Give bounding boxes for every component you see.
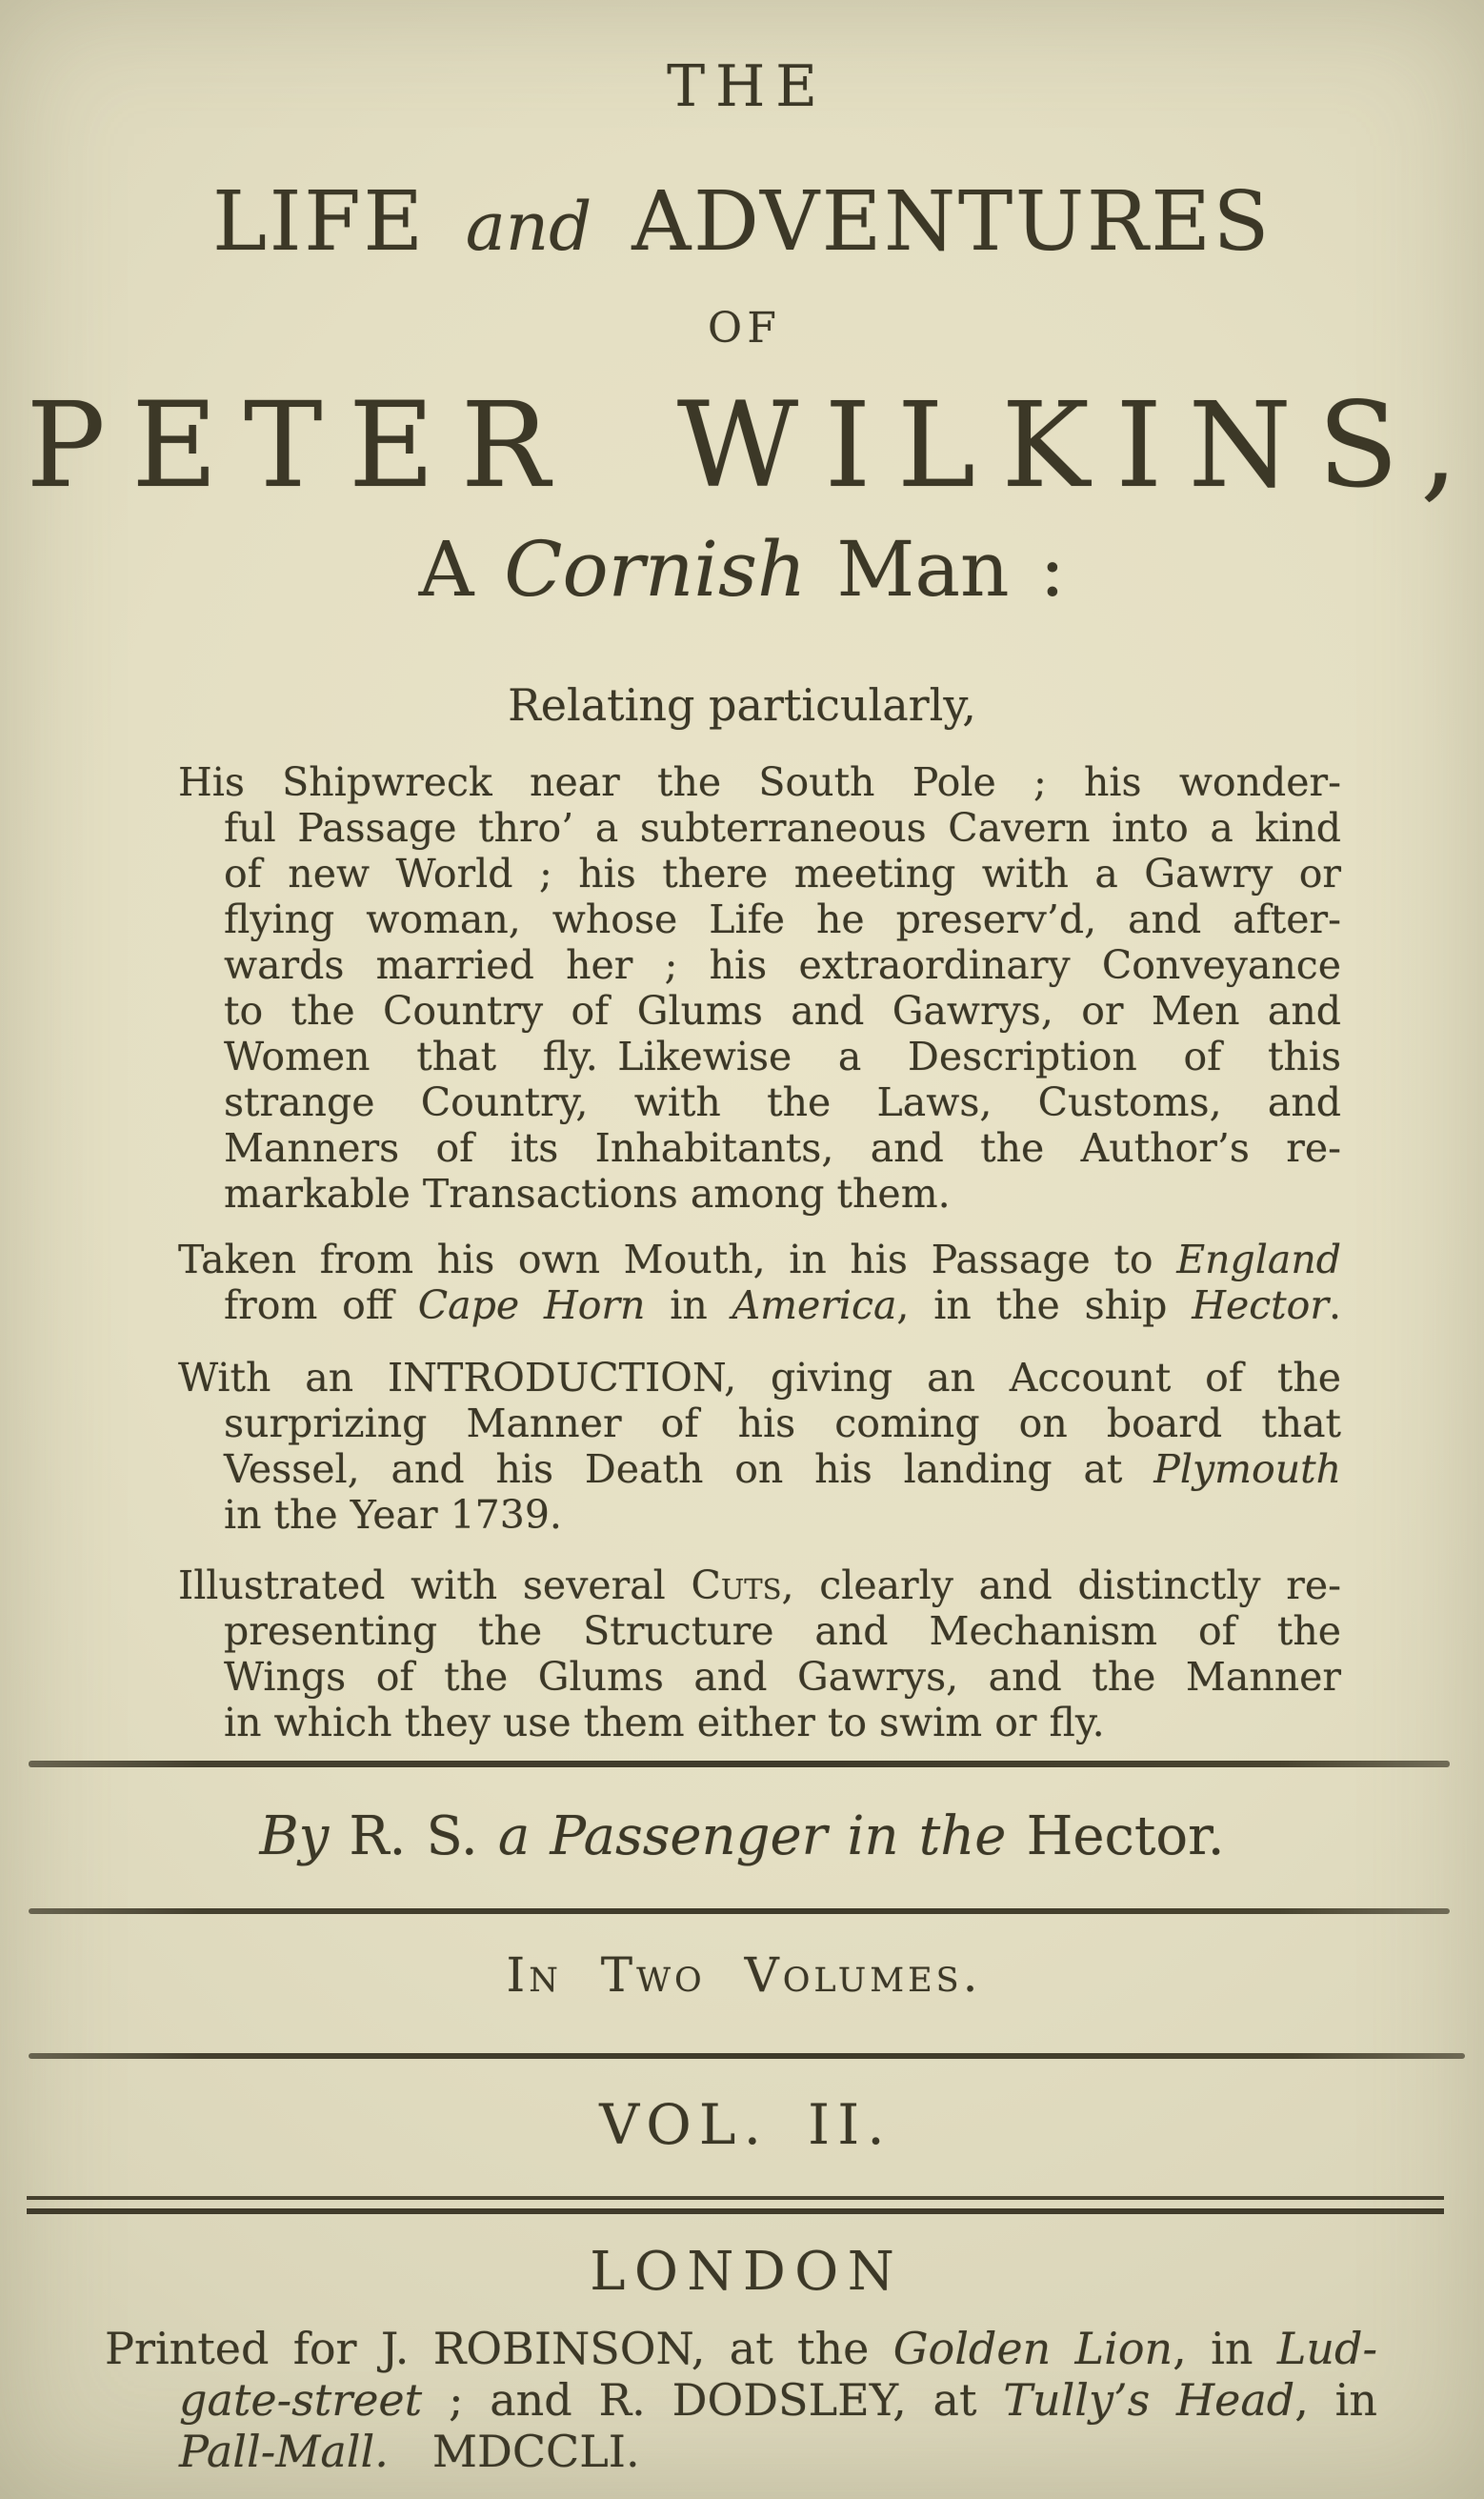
volume-number: VOL. II.	[599, 2092, 892, 2157]
text-segment: England	[1176, 1237, 1341, 1282]
text-segment: presenting the Structure and Mechanism of the	[224, 1608, 1341, 1654]
horizontal-rule-above-volume	[29, 2053, 1465, 2059]
text-segment: strange Country, with the Laws, Customs, and	[224, 1079, 1341, 1125]
text-line	[105, 2323, 1377, 2374]
text-segment: R. S.	[329, 1805, 498, 1867]
text-segment: Golden Lion	[892, 2323, 1173, 2374]
text-segment: Cornish	[504, 525, 807, 614]
text-segment: in	[645, 1282, 732, 1328]
title-peter-wilkins: PETER WILKINS,	[26, 377, 1484, 514]
text-segment: flying woman, whose Life he preserv’d, and after-	[224, 897, 1341, 942]
text-segment: Hector	[1192, 1282, 1329, 1328]
text-segment: , in	[1173, 2323, 1277, 2374]
text-line	[224, 1446, 1341, 1492]
text-segment: ADVENTURES	[592, 174, 1273, 270]
text-segment: of new World ; his there meeting with a Gawry or	[224, 851, 1341, 897]
text-line	[178, 1562, 1341, 1608]
text-segment: Plymouth	[1153, 1446, 1341, 1492]
text-line	[179, 2426, 1377, 2477]
text-segment: , in the ship	[896, 1282, 1193, 1328]
text-segment: Lud-	[1276, 2323, 1377, 2374]
text-line	[178, 759, 1341, 805]
text-segment: , in	[1294, 2374, 1377, 2426]
text-segment: in the Year 1739.	[224, 1492, 562, 1538]
subtitle-cornish-man	[0, 525, 1484, 614]
text-segment: LIFE	[211, 174, 466, 270]
horizontal-rule-below-byline	[29, 1908, 1450, 1914]
text-line	[224, 805, 1341, 851]
text-segment: ful Passage thro’ a subterraneous Cavern into a kind	[224, 805, 1341, 851]
title-word-of: OF	[708, 304, 782, 353]
text-segment: a Passenger in the	[497, 1805, 1007, 1867]
relating-heading: Relating particularly,	[508, 679, 976, 731]
text-segment: surprizing Manner of his coming on board that	[224, 1401, 1341, 1446]
text-segment: wards married her ; his extraordinary Conveyance	[224, 942, 1341, 988]
illustrated-cuts-paragraph	[178, 1562, 1341, 1745]
text-line	[224, 897, 1341, 942]
text-segment: Illustrated with several	[178, 1562, 692, 1608]
text-line	[224, 1079, 1341, 1125]
half-title-the: THE	[667, 53, 828, 120]
text-segment: With an INTRODUCTION, giving an Account of the	[178, 1355, 1341, 1401]
text-line	[224, 1700, 1341, 1745]
in-two-volumes-line: In Two Volumes.	[506, 1947, 982, 2003]
text-segment: markable Transactions among them.	[224, 1171, 951, 1217]
text-segment: By	[259, 1805, 330, 1867]
text-segment: Man :	[806, 525, 1066, 614]
text-line	[224, 988, 1341, 1034]
summary-paragraph	[178, 759, 1341, 1217]
text-segment: Women that fly. Likewise a Description of this	[224, 1034, 1341, 1079]
text-segment: , clearly and distinctly re-	[781, 1562, 1341, 1608]
imprint-city-london: LONDON	[590, 2241, 904, 2303]
text-segment: from off	[224, 1282, 418, 1328]
text-segment: Tully’s Head	[1003, 2374, 1295, 2426]
taken-from-mouth-paragraph	[178, 1237, 1341, 1328]
text-segment: Hector.	[1006, 1805, 1225, 1867]
text-segment: Wings of the Glums and Gawrys, and the Manner	[224, 1654, 1341, 1700]
horizontal-rule-above-byline	[29, 1761, 1450, 1767]
text-segment: and	[465, 188, 592, 266]
text-segment: Taken from his own Mouth, in his Passage to	[178, 1237, 1177, 1282]
text-line	[224, 851, 1341, 897]
text-segment: America	[732, 1282, 897, 1328]
double-rule-above-imprint	[27, 2196, 1444, 2214]
text-line	[224, 1282, 1341, 1328]
text-segment: Pall-Mall.	[179, 2426, 389, 2477]
text-line	[224, 1401, 1341, 1446]
text-segment: Vessel, and his Death on his landing at	[224, 1446, 1154, 1492]
text-line	[178, 1355, 1341, 1401]
text-line	[224, 942, 1341, 988]
text-segment: .	[1328, 1282, 1341, 1328]
text-segment: Cuts	[691, 1562, 782, 1608]
text-segment: Printed for J. ROBINSON, at the	[105, 2323, 893, 2374]
text-line	[178, 1237, 1341, 1282]
text-segment: Manners of its Inhabitants, and the Author’s re-	[224, 1125, 1341, 1171]
text-line	[224, 1492, 1341, 1538]
text-segment: His Shipwreck near the South Pole ; his wonder-	[178, 759, 1341, 805]
text-segment: Cape Horn	[417, 1282, 646, 1328]
text-line	[224, 1654, 1341, 1700]
text-segment: in which they use them either to swim or fly.	[224, 1700, 1105, 1745]
imprint-paragraph	[105, 2323, 1377, 2477]
text-segment: A	[418, 525, 505, 614]
text-segment: ; and R. DODSLEY, at	[422, 2374, 1004, 2426]
text-line	[224, 1125, 1341, 1171]
text-line	[224, 1171, 1341, 1217]
text-line	[224, 1034, 1341, 1079]
byline-author	[0, 1806, 1484, 1867]
text-segment: MDCCLI.	[388, 2426, 640, 2477]
introduction-paragraph	[178, 1355, 1341, 1538]
text-segment: gate-street	[179, 2374, 423, 2426]
text-segment: to the Country of Glums and Gawrys, or Men and	[224, 988, 1341, 1034]
title-life-and-adventures	[0, 174, 1484, 272]
text-line	[224, 1608, 1341, 1654]
text-line	[179, 2374, 1377, 2426]
